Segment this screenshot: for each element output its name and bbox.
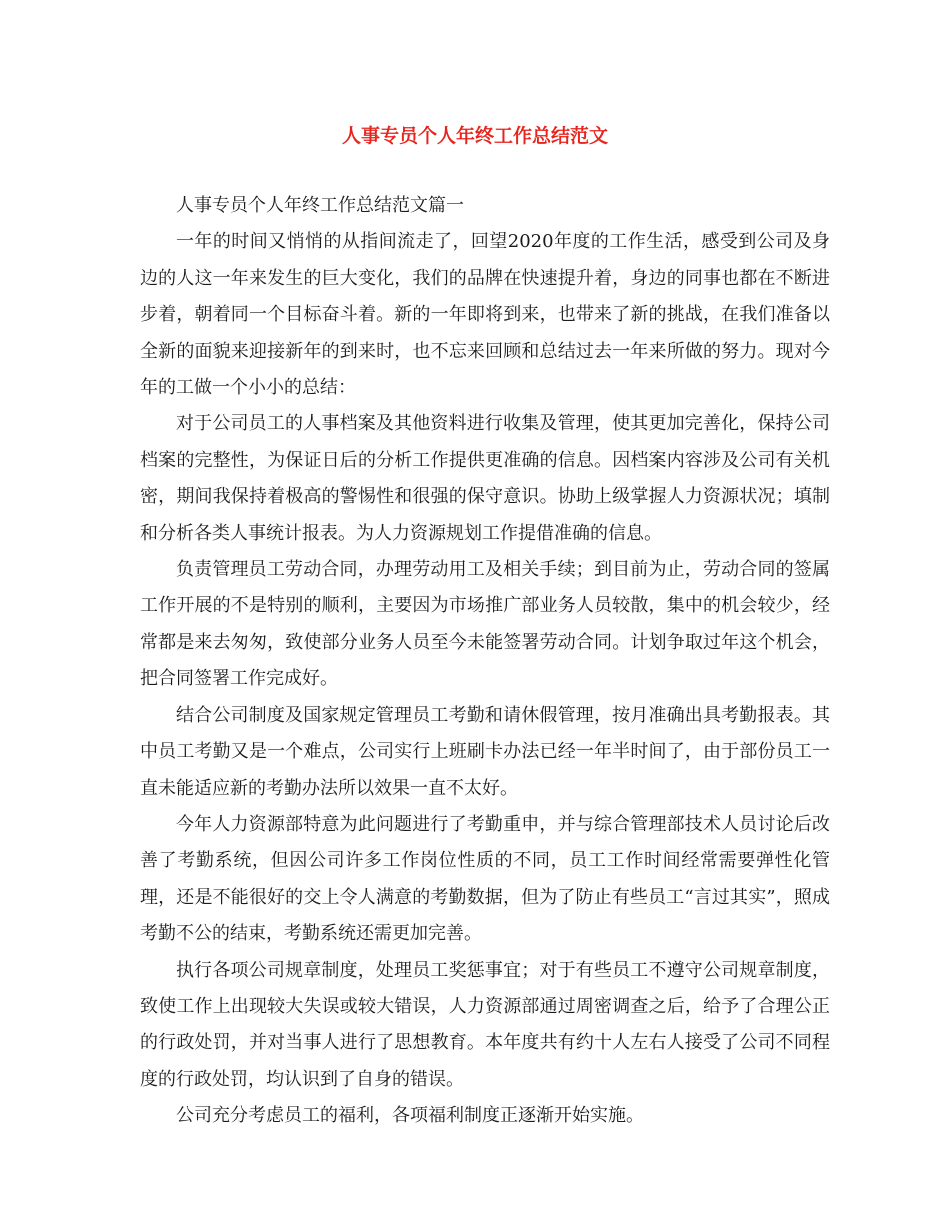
document-title: 人事专员个人年终工作总结范文: [341, 125, 608, 147]
paragraph: 执行各项公司规章制度，处理员工奖惩事宜；对于有些员工不遵守公司规章制度，致使工作上出现较大失误或较大错误，人力资源部通过周密调查之后，给予了合理公正的行政处罚，并对当事人进行了思想教育。本年度共有约十人左右人接受了公司不同程度的行政处罚，均认识到了自身的错误。: [140, 959, 830, 1090]
paragraph: 一年的时间又悄悄的从指间流走了，回望2020年度的工作生活，感受到公司及身边的人这一年来发生的巨大变化，我们的品牌在快速提升着，身边的同事也都在不断进步着，朝着同一个目标奋斗着。新的一年即将到来，也带来了新的挑战，在我们准备以全新的面貌来迎接新年的到来时，也不忘来回顾和总结过去一年来所做的努力。现对今年的工做一个小小的总结：: [140, 231, 830, 399]
paragraph: 今年人力资源部特意为此问题进行了考勤重申，并与综合管理部技术人员讨论后改善了考勤系统，但因公司许多工作岗位性质的不同，员工工作时间经常需要弹性化管理，还是不能很好的交上令人满意的考勤数据，但为了防止有些员工“言过其实”，照成考勤不公的结束，考勤系统还需更加完善。: [140, 813, 830, 945]
paragraph: 负责管理员工劳动合同，办理劳动用工及相关手续；到目前为止，劳动合同的签属工作开展的不是特别的顺利，主要因为市场推广部业务人员较散，集中的机会较少，经常都是来去匆匆，致使部分业务人员至今未能签署劳动合同。计划争取过年这个机会，把合同签署工作完成好。: [140, 559, 830, 690]
paragraph: 对于公司员工的人事档案及其他资料进行收集及管理，使其更加完善化，保持公司档案的完整性，为保证日后的分析工作提供更准确的信息。因档案内容涉及公司有关机密，期间我保持着极高的警惕性和很强的保守意识。协助上级掌握人力资源状况；填制和分析各类人事统计报表。为人力资源规划工作提借准确的信息。: [140, 413, 830, 544]
document-body: [140, 188, 830, 1135]
paragraph: 公司充分考虑员工的福利，各项福利制度正逐渐开始实施。: [176, 1105, 644, 1127]
paragraph: 结合公司制度及国家规定管理员工考勤和请休假管理，按月准确出具考勤报表。其中员工考勤又是一个难点，公司实行上班刷卡办法已经一年半时间了，由于部份员工一直未能适应新的考勤办法所以效果一直不太好。: [140, 704, 830, 799]
section-heading: 人事专员个人年终工作总结范文篇一: [176, 195, 464, 216]
